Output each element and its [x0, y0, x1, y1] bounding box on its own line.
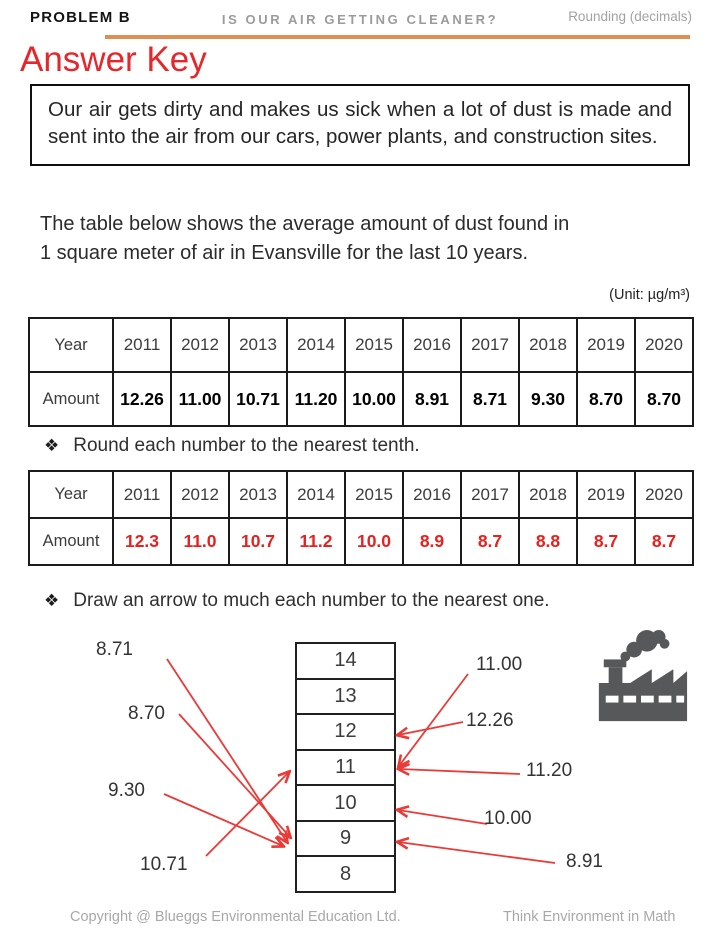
round-instruction: [44, 435, 420, 457]
match-instruction: [44, 590, 550, 612]
amount-cell: 9.30: [519, 372, 577, 426]
value-label: 11.00: [476, 654, 523, 675]
year-cell: 2018: [519, 471, 577, 518]
amount-cell: 11.00: [171, 372, 229, 426]
rounded-amount-cell: 11.2: [287, 518, 345, 565]
year-cell: 2014: [287, 318, 345, 372]
answer-key-heading: Answer Key: [20, 40, 207, 79]
amount-cell: 8.70: [635, 372, 693, 426]
rounded-amount-cell: 12.3: [113, 518, 171, 565]
number-box: 9: [297, 822, 394, 858]
topic-label: Rounding (decimals): [568, 9, 692, 24]
value-label: 12.26: [466, 710, 514, 731]
amount-cell: 8.91: [403, 372, 461, 426]
rounded-amount-cell: 8.9: [403, 518, 461, 565]
page-title: IS OUR AIR GETTING CLEANER?: [221, 12, 499, 27]
value-label: 9.30: [108, 780, 145, 801]
description-line-1: The table below shows the average amount of dust found in: [40, 213, 570, 235]
year-row: [29, 471, 693, 518]
rounded-amount-cell: 8.7: [635, 518, 693, 565]
row-header-amount: Amount: [29, 372, 113, 426]
amount-cell: 8.71: [461, 372, 519, 426]
year-cell: 2013: [229, 471, 287, 518]
amount-cell: 8.70: [577, 372, 635, 426]
description-line-2: 1 square meter of air in Evansville for the last 10 years.: [40, 242, 529, 264]
rounded-amount-cell: 11.0: [171, 518, 229, 565]
factory-icon: [593, 627, 691, 733]
number-box: 13: [297, 680, 394, 716]
year-cell: 2014: [287, 471, 345, 518]
year-cell: 2012: [171, 471, 229, 518]
amount-cell: 12.26: [113, 372, 171, 426]
unit-label: (Unit: µg/m³): [609, 287, 690, 303]
number-matching-diagram: [0, 625, 720, 905]
value-label: 10.71: [140, 854, 188, 875]
number-line-stack: [295, 642, 396, 893]
year-cell: 2020: [635, 471, 693, 518]
amount-cell: 10.00: [345, 372, 403, 426]
year-cell: 2015: [345, 318, 403, 372]
row-header-year: Year: [29, 318, 113, 372]
rounded-amount-cell: 8.7: [461, 518, 519, 565]
year-cell: 2019: [577, 471, 635, 518]
year-cell: 2020: [635, 318, 693, 372]
year-cell: 2019: [577, 318, 635, 372]
amount-row: [29, 518, 693, 565]
footer-copyright: Copyright @ Blueggs Environmental Education Ltd.: [70, 909, 401, 925]
problem-label: PROBLEM B: [30, 9, 131, 26]
year-cell: 2016: [403, 471, 461, 518]
value-label: 10.00: [484, 808, 532, 829]
accent-rule: [105, 35, 690, 39]
amount-cell: 11.20: [287, 372, 345, 426]
number-box: 12: [297, 715, 394, 751]
year-cell: 2017: [461, 318, 519, 372]
diamond-bullet-icon: ❖: [44, 591, 60, 611]
row-header-amount: Amount: [29, 518, 113, 565]
rounded-amount-cell: 10.7: [229, 518, 287, 565]
table-description: [40, 210, 650, 268]
diamond-bullet-icon: ❖: [44, 436, 60, 456]
number-box: 11: [297, 751, 394, 787]
row-header-year: Year: [29, 471, 113, 518]
year-cell: 2015: [345, 471, 403, 518]
round-instruction-text: Round each number to the nearest tenth.: [73, 435, 420, 456]
value-label: 8.70: [128, 703, 165, 724]
number-box: 14: [297, 644, 394, 680]
number-box: 10: [297, 786, 394, 822]
dust-table-rounded: [28, 470, 694, 566]
match-instruction-text: Draw an arrow to much each number to the nearest one.: [73, 590, 550, 611]
intro-text-box: [30, 84, 690, 166]
rounded-amount-cell: 8.7: [577, 518, 635, 565]
year-cell: 2017: [461, 471, 519, 518]
amount-cell: 10.71: [229, 372, 287, 426]
value-label: 11.20: [526, 760, 573, 781]
year-row: [29, 318, 693, 372]
rounded-amount-cell: 10.0: [345, 518, 403, 565]
year-cell: 2016: [403, 318, 461, 372]
year-cell: 2013: [229, 318, 287, 372]
year-cell: 2011: [113, 471, 171, 518]
rounded-amount-cell: 8.8: [519, 518, 577, 565]
number-box: 8: [339, 862, 352, 885]
footer-tagline: Think Environment in Math: [503, 909, 676, 925]
dust-table-original: [28, 317, 694, 427]
amount-row: [29, 372, 693, 426]
year-cell: 2018: [519, 318, 577, 372]
intro-text: Our air gets dirty and makes us sick when a lot of dust is made and sent into the air from our cars, power plants, and construction sites.: [48, 98, 672, 149]
value-label: 8.91: [566, 851, 603, 872]
value-label: 8.71: [96, 639, 133, 660]
year-cell: 2011: [113, 318, 171, 372]
year-cell: 2012: [171, 318, 229, 372]
